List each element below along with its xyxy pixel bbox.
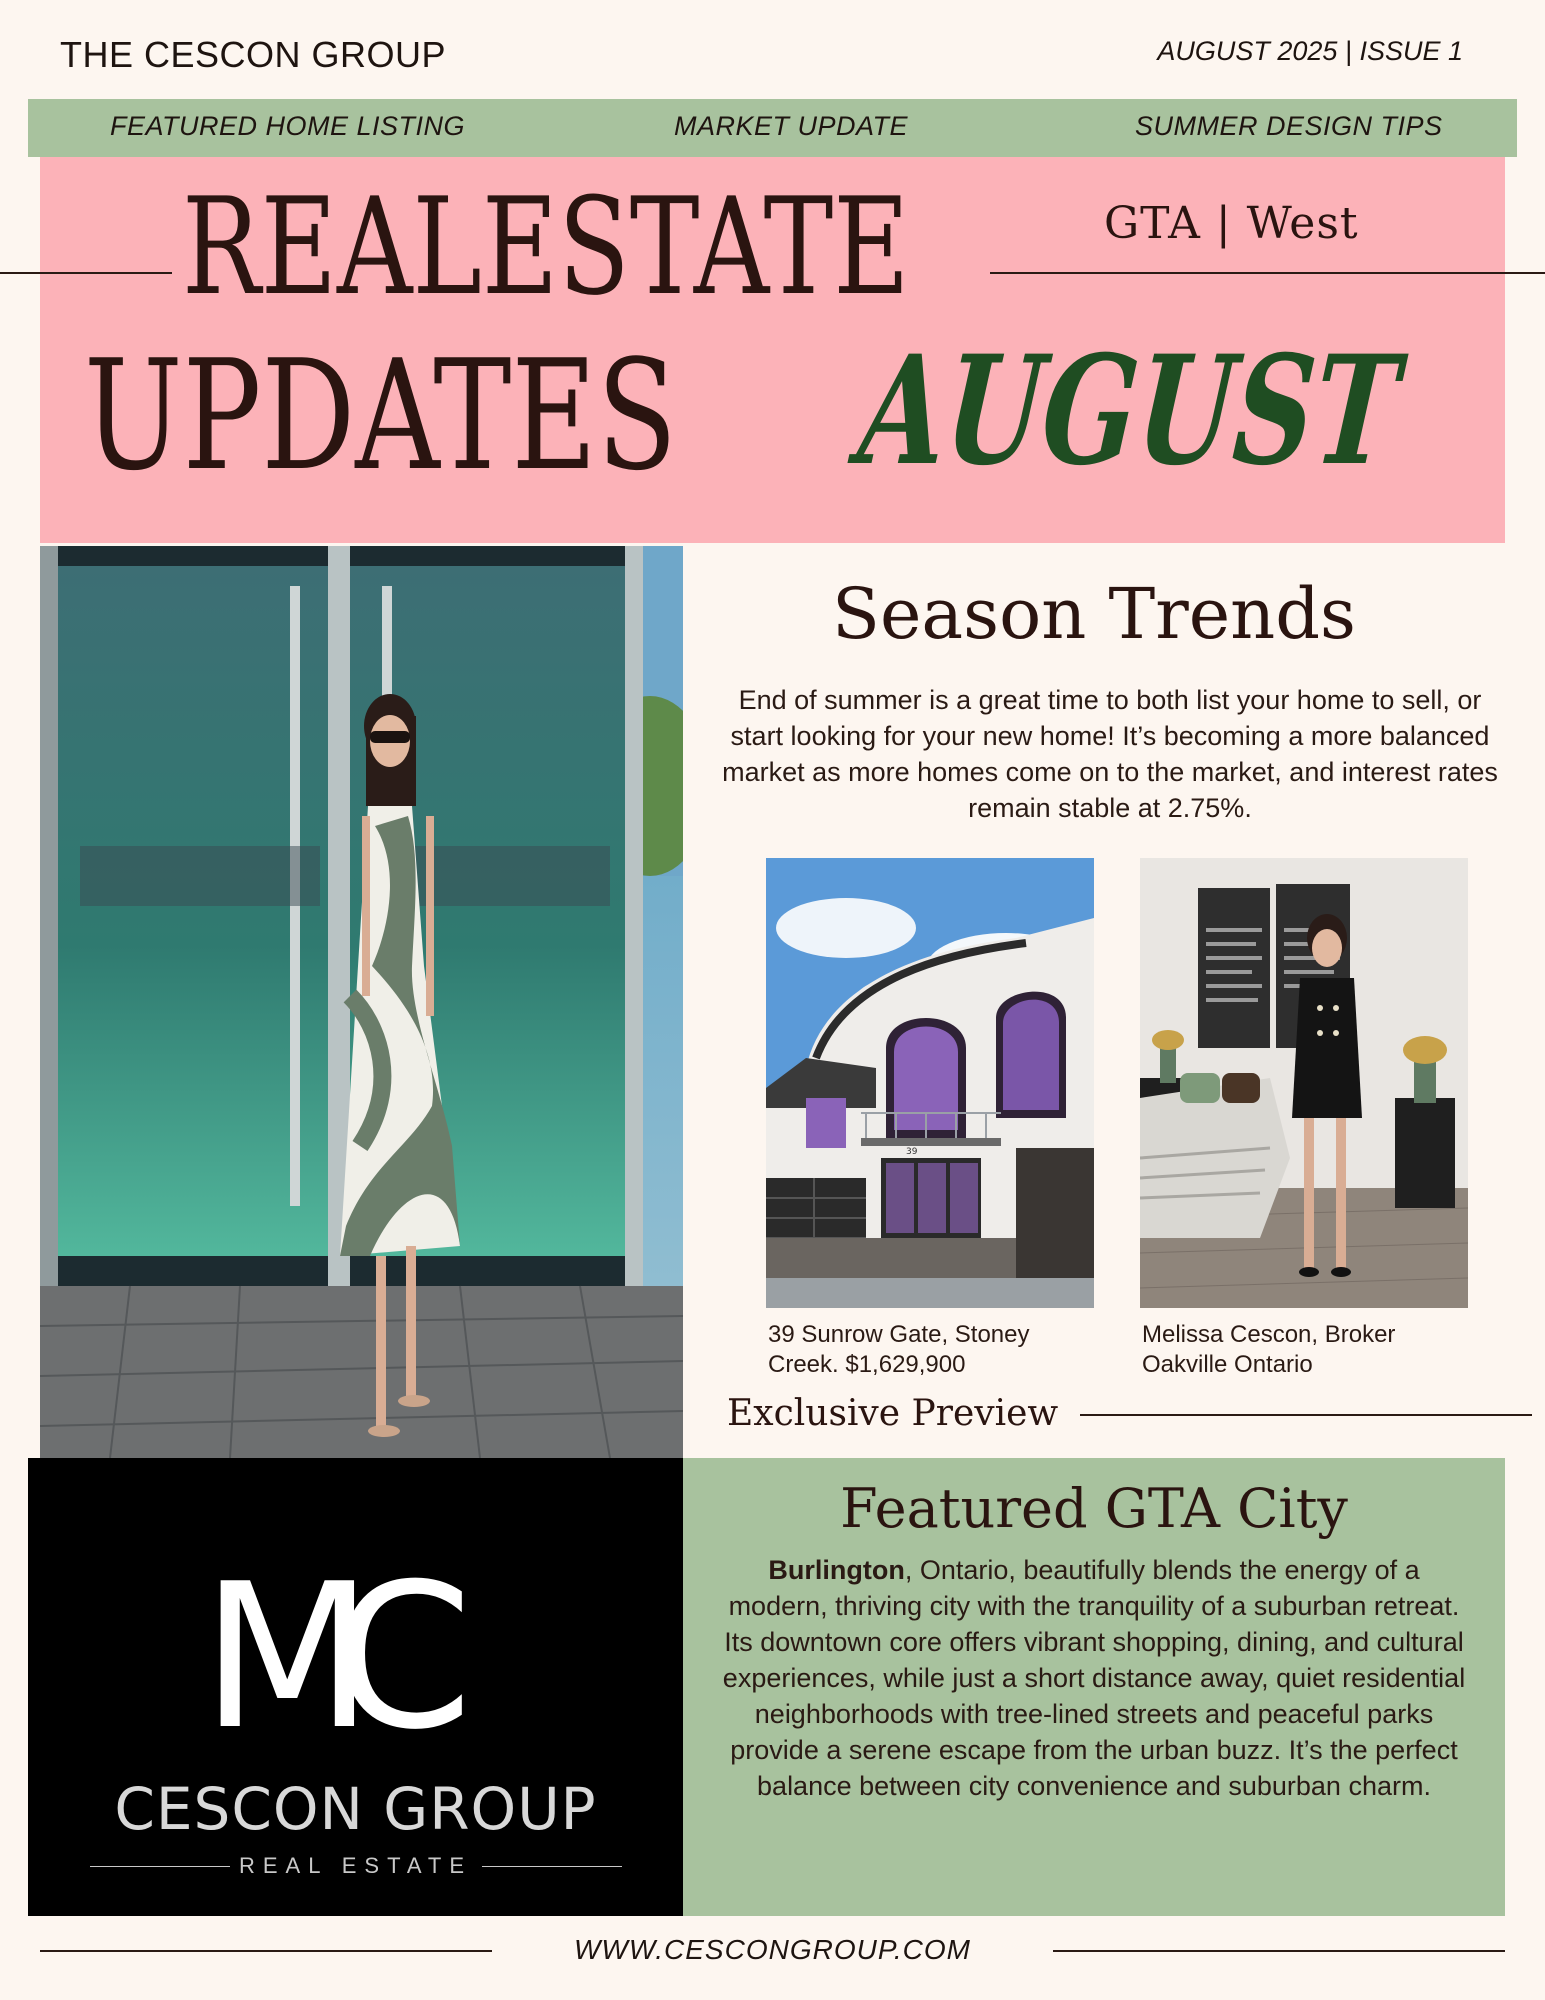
hero-title-updates: UPDATES xyxy=(84,327,678,504)
monogram-c: C xyxy=(333,1541,473,1774)
hero-rule-left xyxy=(0,272,172,274)
website-link[interactable]: WWW.CESCONGROUP.COM xyxy=(574,1934,971,1965)
listing-caption-address: 39 Sunrow Gate, Stoney xyxy=(768,1321,1030,1348)
listing-caption xyxy=(768,1320,1098,1380)
issue-date: AUGUST 2025 | ISSUE 1 xyxy=(1157,36,1463,66)
hero-region: GTA | West xyxy=(1104,198,1359,249)
logo-tagline: REAL ESTATE xyxy=(238,1853,473,1878)
listing-caption-price: Creek. $1,629,900 xyxy=(768,1351,966,1378)
logo-company-name: CESCON GROUP xyxy=(114,1775,597,1843)
broker-photo xyxy=(1140,858,1468,1308)
broker-caption xyxy=(1142,1320,1482,1380)
nav-summer-design-tips[interactable]: SUMMER DESIGN TIPS xyxy=(1135,111,1443,141)
featured-city-body xyxy=(718,1552,1470,1804)
featured-city-description: , Ontario, beautifully blends the energy of a modern, thriving city with the tranquility of a suburban retreat. Its downtown core offers vibrant shopping, dining, and cultural experiences, while just a short distance away, quiet residential neighborhoods with tree-lined streets and peaceful parks provide a serene escape from the urban buzz. It’s the perfect balance between city convenience and suburban charm. xyxy=(722,1555,1466,1801)
mc-monogram-logo xyxy=(201,1541,501,1774)
broker-caption-location: Oakville Ontario xyxy=(1142,1351,1313,1378)
monogram-m: M xyxy=(201,1541,374,1774)
featured-agent-photo xyxy=(40,546,683,1458)
nav-featured-home-listing[interactable]: FEATURED HOME LISTING xyxy=(110,111,466,141)
cescon-group-logo-panel xyxy=(28,1458,683,1916)
nav-market-update[interactable]: MARKET UPDATE xyxy=(674,111,909,141)
broker-caption-name: Melissa Cescon, Broker xyxy=(1142,1321,1396,1348)
hero-title-month: AUGUST xyxy=(853,323,1405,499)
house-number: 39 xyxy=(906,1147,918,1157)
exclusive-preview-rule xyxy=(1080,1414,1532,1416)
hero-rule-right xyxy=(990,272,1545,274)
hero-title-realestate: REALESTATE xyxy=(182,169,910,325)
brand-name: THE CESCON GROUP xyxy=(60,34,447,75)
listing-house-photo xyxy=(766,858,1094,1308)
featured-city-name: Burlington xyxy=(768,1555,905,1585)
featured-city-title: Featured GTA City xyxy=(840,1477,1348,1540)
season-trends-body: End of summer is a great time to both list your home to sell, or start looking for your new home! It’s becoming a more balanced market as more homes come on to the market, and interest rates remain stable at 2.75%. xyxy=(722,685,1498,823)
season-trends-title: Season Trends xyxy=(832,573,1356,655)
exclusive-preview-label: Exclusive Preview xyxy=(727,1393,1059,1434)
